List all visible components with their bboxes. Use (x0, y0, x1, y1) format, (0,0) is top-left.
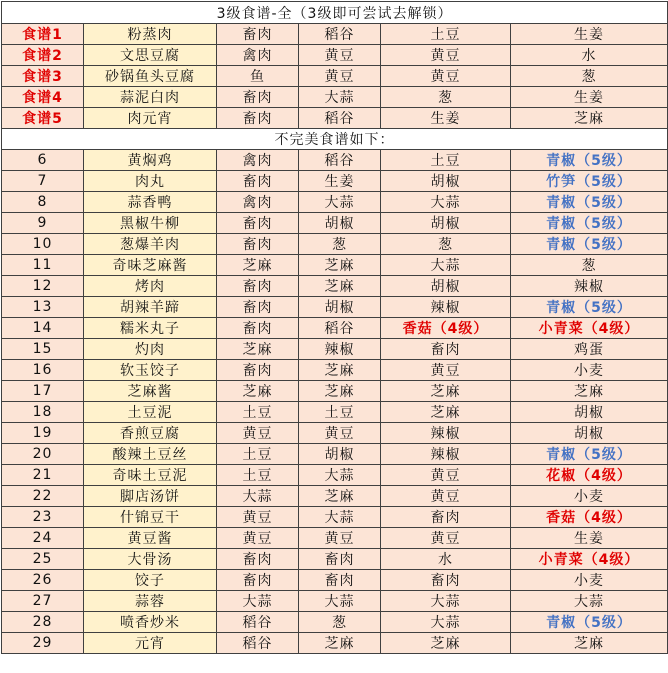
recipe-number: 25 (2, 549, 84, 570)
ingredient-cell: 黄豆 (381, 360, 511, 381)
ingredient-cell: 禽肉 (217, 45, 299, 66)
recipe-name: 黑椒牛柳 (84, 213, 217, 234)
recipe-name: 葱爆羊肉 (84, 234, 217, 255)
ingredient-cell: 畜肉 (299, 549, 381, 570)
ingredient-cell: 稻谷 (217, 633, 299, 654)
ingredient-cell: 稻谷 (299, 150, 381, 171)
imperfect-recipe-row (2, 360, 668, 381)
ingredient-cell: 芝麻 (511, 633, 668, 654)
recipe-name: 烤肉 (84, 276, 217, 297)
unlocked-recipe-row (2, 24, 668, 45)
subtitle-row (2, 129, 668, 150)
recipe-name: 粉蒸肉 (84, 24, 217, 45)
recipe-name: 香煎豆腐 (84, 423, 217, 444)
imperfect-recipe-row (2, 570, 668, 591)
imperfect-recipe-row (2, 150, 668, 171)
ingredient-cell: 芝麻 (217, 339, 299, 360)
recipe-name: 蒜蓉 (84, 591, 217, 612)
ingredient-level-cell: 香菇（4级） (381, 318, 511, 339)
ingredient-cell: 大蒜 (299, 507, 381, 528)
ingredient-cell: 畜肉 (217, 171, 299, 192)
imperfect-recipe-row (2, 549, 668, 570)
ingredient-cell: 畜肉 (217, 108, 299, 129)
ingredient-cell: 鸡蛋 (511, 339, 668, 360)
imperfect-recipe-row (2, 528, 668, 549)
imperfect-recipe-row (2, 276, 668, 297)
recipe-name: 灼肉 (84, 339, 217, 360)
ingredient-cell: 土豆 (217, 465, 299, 486)
recipe-label: 食谱5 (2, 108, 84, 129)
recipe-number: 28 (2, 612, 84, 633)
recipe-name: 蒜香鸭 (84, 192, 217, 213)
recipe-name: 芝麻酱 (84, 381, 217, 402)
recipe-number: 21 (2, 465, 84, 486)
ingredient-cell: 葱 (381, 87, 511, 108)
ingredient-cell: 黄豆 (299, 423, 381, 444)
ingredient-cell: 土豆 (381, 150, 511, 171)
ingredient-cell: 芝麻 (381, 633, 511, 654)
recipe-table-body (2, 2, 668, 654)
ingredient-cell: 大蒜 (299, 87, 381, 108)
ingredient-cell: 大蒜 (511, 591, 668, 612)
recipe-number: 15 (2, 339, 84, 360)
ingredient-level-cell: 小青菜（4级） (511, 318, 668, 339)
ingredient-cell: 芝麻 (511, 381, 668, 402)
imperfect-recipe-row (2, 171, 668, 192)
recipe-name: 软玉饺子 (84, 360, 217, 381)
ingredient-level-cell: 青椒（5级） (511, 444, 668, 465)
ingredient-cell: 稻谷 (299, 108, 381, 129)
recipe-number: 23 (2, 507, 84, 528)
ingredient-level-cell: 青椒（5级） (511, 297, 668, 318)
ingredient-cell: 畜肉 (217, 297, 299, 318)
imperfect-recipe-row (2, 213, 668, 234)
ingredient-cell: 小麦 (511, 360, 668, 381)
imperfect-recipe-row (2, 465, 668, 486)
ingredient-cell: 黄豆 (299, 528, 381, 549)
recipe-name: 文思豆腐 (84, 45, 217, 66)
ingredient-cell: 生姜 (511, 24, 668, 45)
ingredient-cell: 芝麻 (381, 402, 511, 423)
ingredient-cell: 黄豆 (381, 486, 511, 507)
recipe-number: 6 (2, 150, 84, 171)
ingredient-cell: 辣椒 (511, 276, 668, 297)
ingredient-cell: 大蒜 (299, 591, 381, 612)
recipe-number: 22 (2, 486, 84, 507)
ingredient-cell: 土豆 (299, 402, 381, 423)
ingredient-cell: 黄豆 (381, 66, 511, 87)
imperfect-recipe-row (2, 444, 668, 465)
ingredient-cell: 畜肉 (299, 570, 381, 591)
ingredient-cell: 水 (511, 45, 668, 66)
ingredient-level-cell: 青椒（5级） (511, 150, 668, 171)
ingredient-cell: 小麦 (511, 570, 668, 591)
ingredient-cell: 辣椒 (381, 297, 511, 318)
imperfect-recipe-row (2, 423, 668, 444)
recipe-name: 什锦豆干 (84, 507, 217, 528)
recipe-name: 黄豆酱 (84, 528, 217, 549)
ingredient-cell: 土豆 (217, 402, 299, 423)
ingredient-level-cell: 青椒（5级） (511, 234, 668, 255)
ingredient-cell: 黄豆 (381, 465, 511, 486)
recipe-number: 8 (2, 192, 84, 213)
recipe-name: 饺子 (84, 570, 217, 591)
recipe-number: 12 (2, 276, 84, 297)
ingredient-cell: 芝麻 (299, 360, 381, 381)
ingredient-cell: 黄豆 (217, 528, 299, 549)
imperfect-recipe-row (2, 297, 668, 318)
ingredient-cell: 稻谷 (299, 24, 381, 45)
ingredient-cell: 小麦 (511, 486, 668, 507)
ingredient-cell: 芝麻 (299, 486, 381, 507)
ingredient-cell: 葱 (511, 255, 668, 276)
ingredient-cell: 黄豆 (217, 423, 299, 444)
recipe-number: 24 (2, 528, 84, 549)
ingredient-cell: 畜肉 (217, 570, 299, 591)
recipe-number: 18 (2, 402, 84, 423)
ingredient-cell: 黄豆 (381, 45, 511, 66)
ingredient-cell: 芝麻 (381, 381, 511, 402)
imperfect-recipe-row (2, 486, 668, 507)
ingredient-cell: 芝麻 (217, 381, 299, 402)
recipe-number: 11 (2, 255, 84, 276)
ingredient-cell: 大蒜 (217, 591, 299, 612)
recipe-number: 13 (2, 297, 84, 318)
ingredient-cell: 生姜 (511, 528, 668, 549)
ingredient-cell: 胡椒 (381, 276, 511, 297)
ingredient-cell: 辣椒 (381, 423, 511, 444)
recipe-name: 元宵 (84, 633, 217, 654)
ingredient-level-cell: 竹笋（5级） (511, 171, 668, 192)
recipe-name: 肉丸 (84, 171, 217, 192)
ingredient-cell: 胡椒 (381, 213, 511, 234)
recipe-table (1, 1, 668, 654)
recipe-number: 17 (2, 381, 84, 402)
recipe-name: 胡辣羊蹄 (84, 297, 217, 318)
ingredient-cell: 大蒜 (381, 591, 511, 612)
recipe-name: 糯米丸子 (84, 318, 217, 339)
recipe-label: 食谱3 (2, 66, 84, 87)
recipe-label: 食谱2 (2, 45, 84, 66)
ingredient-cell: 辣椒 (299, 339, 381, 360)
section-subtitle: 不完美食谱如下： (2, 129, 668, 150)
recipe-name: 奇味芝麻酱 (84, 255, 217, 276)
ingredient-level-cell: 花椒（4级） (511, 465, 668, 486)
ingredient-cell: 大蒜 (299, 465, 381, 486)
imperfect-recipe-row (2, 633, 668, 654)
ingredient-cell: 黄豆 (299, 45, 381, 66)
unlocked-recipe-row (2, 45, 668, 66)
ingredient-cell: 畜肉 (217, 360, 299, 381)
imperfect-recipe-row (2, 339, 668, 360)
unlocked-recipe-row (2, 66, 668, 87)
recipe-label: 食谱4 (2, 87, 84, 108)
ingredient-level-cell: 青椒（5级） (511, 213, 668, 234)
ingredient-cell: 大蒜 (381, 612, 511, 633)
ingredient-cell: 胡椒 (299, 297, 381, 318)
ingredient-cell: 胡椒 (299, 444, 381, 465)
imperfect-recipe-row (2, 255, 668, 276)
ingredient-cell: 生姜 (511, 87, 668, 108)
imperfect-recipe-row (2, 612, 668, 633)
ingredient-cell: 胡椒 (381, 171, 511, 192)
recipe-number: 9 (2, 213, 84, 234)
recipe-number: 27 (2, 591, 84, 612)
ingredient-level-cell: 青椒（5级） (511, 612, 668, 633)
ingredient-level-cell: 香菇（4级） (511, 507, 668, 528)
recipe-name: 蒜泥白肉 (84, 87, 217, 108)
imperfect-recipe-row (2, 591, 668, 612)
ingredient-cell: 黄豆 (381, 528, 511, 549)
recipe-number: 14 (2, 318, 84, 339)
recipe-number: 7 (2, 171, 84, 192)
ingredient-cell: 畜肉 (217, 318, 299, 339)
ingredient-cell: 生姜 (381, 108, 511, 129)
ingredient-cell: 芝麻 (299, 381, 381, 402)
unlocked-recipe-row (2, 87, 668, 108)
recipe-number: 20 (2, 444, 84, 465)
ingredient-cell: 禽肉 (217, 192, 299, 213)
ingredient-cell: 畜肉 (217, 234, 299, 255)
recipe-name: 砂锅鱼头豆腐 (84, 66, 217, 87)
ingredient-level-cell: 小青菜（4级） (511, 549, 668, 570)
ingredient-cell: 葱 (511, 66, 668, 87)
unlocked-recipe-row (2, 108, 668, 129)
ingredient-cell: 畜肉 (217, 276, 299, 297)
ingredient-cell: 黄豆 (299, 66, 381, 87)
imperfect-recipe-row (2, 192, 668, 213)
ingredient-cell: 葱 (381, 234, 511, 255)
recipe-number: 16 (2, 360, 84, 381)
ingredient-cell: 水 (381, 549, 511, 570)
ingredient-cell: 畜肉 (217, 213, 299, 234)
imperfect-recipe-row (2, 402, 668, 423)
ingredient-cell: 畜肉 (217, 87, 299, 108)
recipe-name: 大骨汤 (84, 549, 217, 570)
recipe-number: 19 (2, 423, 84, 444)
ingredient-cell: 大蒜 (381, 192, 511, 213)
ingredient-cell: 畜肉 (217, 549, 299, 570)
imperfect-recipe-row (2, 507, 668, 528)
ingredient-cell: 畜肉 (381, 339, 511, 360)
ingredient-cell: 胡椒 (511, 423, 668, 444)
ingredient-cell: 生姜 (299, 171, 381, 192)
ingredient-cell: 辣椒 (381, 444, 511, 465)
ingredient-cell: 大蒜 (299, 192, 381, 213)
ingredient-cell: 芝麻 (217, 255, 299, 276)
ingredient-cell: 禽肉 (217, 150, 299, 171)
ingredient-cell: 大蒜 (217, 486, 299, 507)
recipe-number: 29 (2, 633, 84, 654)
ingredient-cell: 芝麻 (299, 276, 381, 297)
table-title: 3级食谱-全（3级即可尝试去解锁） (2, 2, 668, 24)
imperfect-recipe-row (2, 318, 668, 339)
recipe-name: 脚店汤饼 (84, 486, 217, 507)
ingredient-cell: 葱 (299, 234, 381, 255)
ingredient-level-cell: 青椒（5级） (511, 192, 668, 213)
ingredient-cell: 胡椒 (299, 213, 381, 234)
ingredient-cell: 黄豆 (217, 507, 299, 528)
ingredient-cell: 大蒜 (381, 255, 511, 276)
ingredient-cell: 胡椒 (511, 402, 668, 423)
recipe-number: 10 (2, 234, 84, 255)
ingredient-cell: 芝麻 (511, 108, 668, 129)
ingredient-cell: 稻谷 (217, 612, 299, 633)
recipe-name: 酸辣土豆丝 (84, 444, 217, 465)
recipe-name: 黄焖鸡 (84, 150, 217, 171)
imperfect-recipe-row (2, 381, 668, 402)
ingredient-cell: 土豆 (381, 24, 511, 45)
ingredient-cell: 葱 (299, 612, 381, 633)
ingredient-cell: 芝麻 (299, 255, 381, 276)
ingredient-cell: 畜肉 (381, 570, 511, 591)
ingredient-cell: 稻谷 (299, 318, 381, 339)
recipe-name: 肉元宵 (84, 108, 217, 129)
recipe-number: 26 (2, 570, 84, 591)
recipe-label: 食谱1 (2, 24, 84, 45)
recipe-name: 奇味土豆泥 (84, 465, 217, 486)
ingredient-cell: 畜肉 (217, 24, 299, 45)
ingredient-cell: 土豆 (217, 444, 299, 465)
ingredient-cell: 畜肉 (381, 507, 511, 528)
recipe-name: 喷香炒米 (84, 612, 217, 633)
title-row (2, 2, 668, 24)
ingredient-cell: 芝麻 (299, 633, 381, 654)
imperfect-recipe-row (2, 234, 668, 255)
recipe-name: 土豆泥 (84, 402, 217, 423)
ingredient-cell: 鱼 (217, 66, 299, 87)
